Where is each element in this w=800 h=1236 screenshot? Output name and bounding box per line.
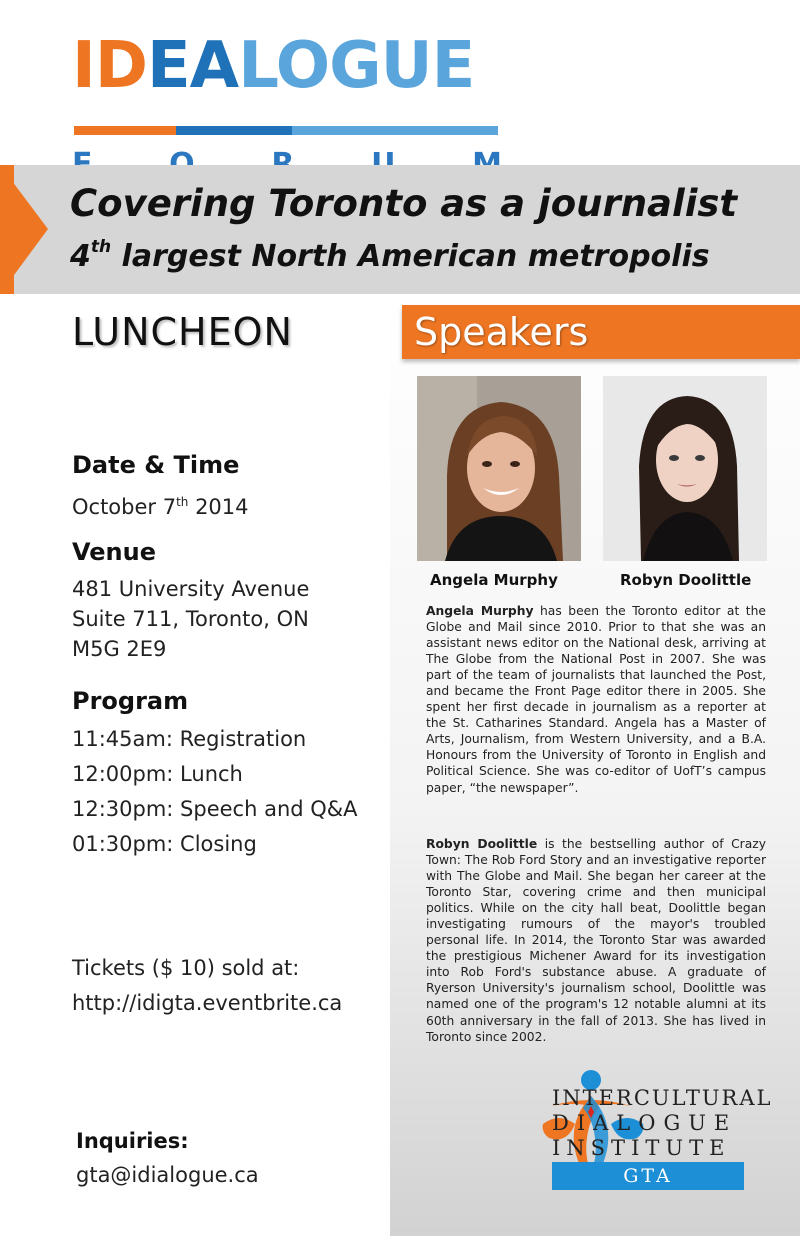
idi-line-institute: INSTITUTE <box>552 1136 731 1160</box>
date-day-suffix: th <box>176 495 189 509</box>
subtitle-ordinal: 4 <box>70 239 91 274</box>
tickets-link[interactable]: http://idigta.eventbrite.ca <box>72 991 343 1015</box>
date-value <box>72 487 249 522</box>
logo-part-logue: LOGUE <box>238 29 475 103</box>
idi-line-dialogue: DIALOGUE <box>552 1111 738 1135</box>
event-subtitle <box>70 228 710 279</box>
speaker-photo-angela <box>417 376 581 561</box>
logo-underline-bar <box>74 126 498 135</box>
tickets-text: Tickets ($ 10) sold at: <box>72 956 300 980</box>
program-item: 12:30pm: Speech and Q&A <box>72 797 358 821</box>
subtitle-rest: largest North American metropolis <box>111 239 710 274</box>
venue-heading: Venue <box>72 538 156 566</box>
bio-text: has been the Toronto editor at the Globe and Mail since 2010. Prior to that she was an assistant news editor on the National desk, arriving at The Globe from the National Post in 2007. She was part of the team of journalists that launched the Post, and became the Front Page editor there in 2005. She spent her first decade in journalism as a reporter at the St. Catharines Standard. Angela has a Master of Arts, Journalism, from Western University, and a B.A. Honours from the University of Toronto in English and Political Science. She was co-editor of UofT’s campus paper, “the newspaper”. <box>426 604 766 795</box>
inquiries-heading: Inquiries: <box>76 1129 189 1153</box>
date-year: 2014 <box>188 495 249 519</box>
logo-part-ea: EA <box>146 29 239 103</box>
speaker-bio-robyn <box>426 836 766 1045</box>
idi-line-intercultural: INTERCULTURAL <box>552 1086 773 1110</box>
speaker-name-angela: Angela Murphy <box>430 571 558 589</box>
portrait-robyn-icon <box>603 376 767 561</box>
title-arrow-decoration <box>0 165 48 294</box>
subtitle-ordinal-suffix: th <box>90 237 112 257</box>
program-item: 12:00pm: Lunch <box>72 762 243 786</box>
inquiries-email-link[interactable]: gta@idialogue.ca <box>76 1163 259 1187</box>
bio-text: is the bestselling author of Crazy Town: The Rob Ford Story and an investigative reporter with The Globe and Mail. She began her career at the Toronto Star, covering crime and then municipal politics. While on the city hall beat, Doolittle began investigating rumours of the mayor's troubled personal life. In 2014, the Toronto Star was awarded the prestigious Michener Award for its investigation into Rob Ford's substance abuse. A graduate of Ryerson University's journalism school, Doolittle was named one of the program's 12 notable alumni at its 60th anniversary in the fall of 2013. She has lived in Toronto since 2002. <box>426 837 766 1044</box>
program-item: 01:30pm: Closing <box>72 832 257 856</box>
speaker-bio-angela <box>426 603 766 796</box>
idi-chapter-badge: GTA <box>552 1162 744 1190</box>
date-day: October 7 <box>72 495 177 519</box>
logo-part-id: ID <box>72 29 147 103</box>
event-type: LUNCHEON <box>72 310 293 354</box>
idealogue-forum-logo <box>72 30 502 160</box>
speaker-name-robyn: Robyn Doolittle <box>620 571 752 589</box>
speaker-photo-robyn <box>603 376 767 561</box>
portrait-angela-icon <box>417 376 581 561</box>
bio-name: Robyn Doolittle <box>426 837 538 851</box>
venue-line: Suite 711, Toronto, ON <box>72 607 309 631</box>
idi-wordmark <box>552 1086 772 1161</box>
date-heading: Date & Time <box>72 451 240 479</box>
venue-line: 481 University Avenue <box>72 577 310 601</box>
program-heading: Program <box>72 687 189 715</box>
event-title: Covering Toronto as a journalist <box>70 182 738 225</box>
logo-wordmark <box>72 30 474 102</box>
venue-line: M5G 2E9 <box>72 637 167 661</box>
bio-name: Angela Murphy <box>426 604 534 618</box>
speakers-heading: Speakers <box>414 310 589 354</box>
program-item: 11:45am: Registration <box>72 727 307 751</box>
